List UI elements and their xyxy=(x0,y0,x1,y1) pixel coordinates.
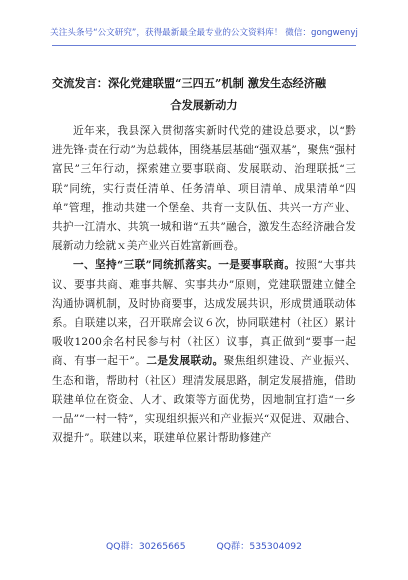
title-line-1: 交流发言：深化党建联盟“三四五”机制 激发生态经济融 xyxy=(52,76,327,90)
title-line-2: 合发展新动力 xyxy=(170,98,238,112)
page-header xyxy=(0,0,408,64)
promo-banner[interactable]: 关注头条号“公文研究”，获得最新最全最专业的公文资料库！ 微信：gongwenyj xyxy=(50,28,358,38)
section-1-text-b: 聚焦组织建设、产业振兴、生态和谐，帮助村（社区）理清发展思路，制定发展措施，借助联建单位在资金、人才、政策等方面优势，因地制宜打造“一乡一品”“一村一特”，实现组织振兴和产业振兴“双促进、双融合、双提升”。联建以来，联建单位累计帮助修建产 xyxy=(52,355,356,445)
section-1-text-a: 按照“大事共议、要事共商、难事共解、实事共办”原则，党建联盟建立健全沟通协调机制，及时协商要事，达成发展共识，形成贯通联动体系。自联建以来，召开联席会议６次，协同联建村（社区）累计吸收1200余名村民参与村（社区）议事，真正做到“要事一起商、有事一起干”。 xyxy=(52,259,356,368)
section-1-paragraph xyxy=(52,256,356,448)
qq-group-1[interactable]: QQ群：30265665 xyxy=(106,541,186,552)
header-divider xyxy=(52,45,356,46)
page-footer xyxy=(0,538,408,552)
intro-paragraph: 近年来，我县深入贯彻落实新时代党的建设总要求，以“黔进先锋·责在行动”为总载体，围绕基层基础“强双基”，聚焦“强村富民”三年行动，探索建立要事联商、发展联动、治理联抵“三联”同统，实行责任清单、任务清单、项目清单、成果清单“四单”管理，推动共建一个堡垒、共育一支队伍、共兴一方产业、共护一江清水、共筑一城和谐“五共”融合，激发生态经济融合发展新动力绘就ｘ美产业兴百姓富新画卷。 xyxy=(52,125,356,253)
section-1-heading: 一、坚持“三联”同统抓落实。一是要事联商。 xyxy=(73,259,296,272)
qq-group-2[interactable]: QQ群：535304092 xyxy=(216,541,302,552)
document-title xyxy=(52,72,356,116)
document-body xyxy=(52,72,356,448)
section-1-subheading-b: 二是发展联动。 xyxy=(146,355,224,368)
